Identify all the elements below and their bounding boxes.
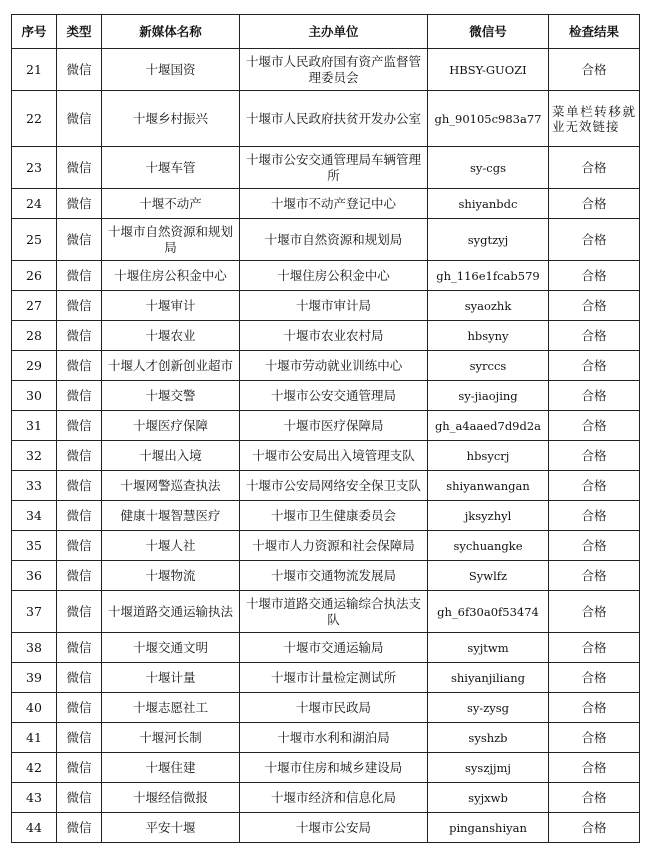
cell-result: 合格 [549, 261, 640, 291]
cell-wechat-id: Sywlfz [428, 561, 549, 591]
cell-no: 37 [12, 591, 57, 633]
cell-wechat-id: gh_6f30a0f53474 [428, 591, 549, 633]
cell-type: 微信 [57, 633, 102, 663]
cell-wechat-id: syjtwm [428, 633, 549, 663]
cell-media-name: 十堰交警 [102, 381, 240, 411]
cell-type: 微信 [57, 219, 102, 261]
header-type: 类型 [57, 15, 102, 49]
cell-type: 微信 [57, 261, 102, 291]
cell-type: 微信 [57, 291, 102, 321]
media-inspection-table [11, 14, 640, 843]
cell-type: 微信 [57, 147, 102, 189]
cell-organizer: 十堰市审计局 [240, 291, 428, 321]
table-body [12, 49, 640, 843]
cell-no: 42 [12, 753, 57, 783]
cell-wechat-id: sy-cgs [428, 147, 549, 189]
cell-type: 微信 [57, 531, 102, 561]
cell-wechat-id: syjxwb [428, 783, 549, 813]
cell-organizer: 十堰市道路交通运输综合执法支队 [240, 591, 428, 633]
cell-organizer: 十堰市住房和城乡建设局 [240, 753, 428, 783]
cell-wechat-id: syshzb [428, 723, 549, 753]
cell-type: 微信 [57, 411, 102, 441]
cell-organizer: 十堰市自然资源和规划局 [240, 219, 428, 261]
cell-media-name: 十堰市自然资源和规划局 [102, 219, 240, 261]
cell-organizer: 十堰市民政局 [240, 693, 428, 723]
cell-media-name: 十堰国资 [102, 49, 240, 91]
cell-wechat-id: sy-zysg [428, 693, 549, 723]
table-row [12, 783, 640, 813]
cell-media-name: 十堰人社 [102, 531, 240, 561]
cell-media-name: 十堰不动产 [102, 189, 240, 219]
cell-organizer: 十堰市公安局出入境管理支队 [240, 441, 428, 471]
table-row [12, 591, 640, 633]
cell-media-name: 十堰河长制 [102, 723, 240, 753]
cell-media-name: 健康十堰智慧医疗 [102, 501, 240, 531]
cell-wechat-id: shiyanjiliang [428, 663, 549, 693]
cell-media-name: 十堰计量 [102, 663, 240, 693]
table-row [12, 441, 640, 471]
cell-no: 26 [12, 261, 57, 291]
cell-wechat-id: shiyanwangan [428, 471, 549, 501]
cell-media-name: 十堰人才创新创业超市 [102, 351, 240, 381]
table-row [12, 291, 640, 321]
cell-type: 微信 [57, 813, 102, 843]
table-row [12, 723, 640, 753]
cell-type: 微信 [57, 471, 102, 501]
cell-media-name: 十堰网警巡查执法 [102, 471, 240, 501]
cell-media-name: 十堰志愿社工 [102, 693, 240, 723]
cell-wechat-id: sychuangke [428, 531, 549, 561]
cell-media-name: 十堰交通文明 [102, 633, 240, 663]
cell-no: 39 [12, 663, 57, 693]
cell-organizer: 十堰市不动产登记中心 [240, 189, 428, 219]
cell-result: 合格 [549, 219, 640, 261]
table-row [12, 381, 640, 411]
cell-media-name: 十堰物流 [102, 561, 240, 591]
cell-result: 合格 [549, 501, 640, 531]
table-row [12, 351, 640, 381]
cell-result: 合格 [549, 531, 640, 561]
cell-organizer: 十堰市人民政府扶贫开发办公室 [240, 91, 428, 147]
cell-media-name: 十堰审计 [102, 291, 240, 321]
cell-no: 38 [12, 633, 57, 663]
cell-type: 微信 [57, 381, 102, 411]
header-wechat-id: 微信号 [428, 15, 549, 49]
table-row [12, 561, 640, 591]
table-row [12, 321, 640, 351]
cell-organizer: 十堰市经济和信息化局 [240, 783, 428, 813]
cell-type: 微信 [57, 91, 102, 147]
cell-organizer: 十堰市人力资源和社会保障局 [240, 531, 428, 561]
header-media-name: 新媒体名称 [102, 15, 240, 49]
cell-result: 菜单栏转移就业无效链接 [549, 91, 640, 147]
cell-media-name: 十堰出入境 [102, 441, 240, 471]
cell-media-name: 十堰道路交通运输执法 [102, 591, 240, 633]
cell-wechat-id: pinganshiyan [428, 813, 549, 843]
cell-organizer: 十堰市医疗保障局 [240, 411, 428, 441]
table-row [12, 813, 640, 843]
cell-organizer: 十堰市水利和湖泊局 [240, 723, 428, 753]
cell-media-name: 十堰经信微报 [102, 783, 240, 813]
table-row [12, 471, 640, 501]
cell-result: 合格 [549, 49, 640, 91]
table-row [12, 531, 640, 561]
cell-result: 合格 [549, 693, 640, 723]
cell-no: 41 [12, 723, 57, 753]
cell-result: 合格 [549, 633, 640, 663]
cell-organizer: 十堰市人民政府国有资产监督管理委员会 [240, 49, 428, 91]
cell-no: 22 [12, 91, 57, 147]
table-row [12, 411, 640, 441]
table-row [12, 91, 640, 147]
cell-wechat-id: sy-jiaojing [428, 381, 549, 411]
cell-wechat-id: syszjjmj [428, 753, 549, 783]
cell-type: 微信 [57, 663, 102, 693]
table-row [12, 501, 640, 531]
cell-result: 合格 [549, 813, 640, 843]
cell-no: 28 [12, 321, 57, 351]
table-row [12, 633, 640, 663]
cell-organizer: 十堰市农业农村局 [240, 321, 428, 351]
table-row [12, 663, 640, 693]
cell-result: 合格 [549, 561, 640, 591]
table-row [12, 147, 640, 189]
table-row [12, 261, 640, 291]
cell-type: 微信 [57, 693, 102, 723]
cell-no: 30 [12, 381, 57, 411]
cell-wechat-id: syaozhk [428, 291, 549, 321]
cell-organizer: 十堰市公安局网络安全保卫支队 [240, 471, 428, 501]
cell-no: 27 [12, 291, 57, 321]
cell-no: 35 [12, 531, 57, 561]
table-header-row [12, 15, 640, 49]
cell-no: 36 [12, 561, 57, 591]
cell-result: 合格 [549, 783, 640, 813]
cell-type: 微信 [57, 783, 102, 813]
cell-no: 43 [12, 783, 57, 813]
cell-wechat-id: hbsycrj [428, 441, 549, 471]
cell-type: 微信 [57, 753, 102, 783]
cell-wechat-id: gh_a4aaed7d9d2a [428, 411, 549, 441]
cell-wechat-id: gh_116e1fcab579 [428, 261, 549, 291]
cell-type: 微信 [57, 723, 102, 753]
cell-type: 微信 [57, 321, 102, 351]
cell-organizer: 十堰市公安交通管理局车辆管理所 [240, 147, 428, 189]
cell-media-name: 十堰住建 [102, 753, 240, 783]
cell-no: 40 [12, 693, 57, 723]
cell-result: 合格 [549, 291, 640, 321]
cell-type: 微信 [57, 49, 102, 91]
table-row [12, 49, 640, 91]
cell-type: 微信 [57, 441, 102, 471]
cell-media-name: 十堰农业 [102, 321, 240, 351]
cell-organizer: 十堰市劳动就业训练中心 [240, 351, 428, 381]
cell-result: 合格 [549, 723, 640, 753]
table-row [12, 753, 640, 783]
cell-wechat-id: HBSY-GUOZI [428, 49, 549, 91]
cell-type: 微信 [57, 351, 102, 381]
cell-no: 33 [12, 471, 57, 501]
header-organizer: 主办单位 [240, 15, 428, 49]
cell-organizer: 十堰住房公积金中心 [240, 261, 428, 291]
document-page [11, 14, 640, 843]
cell-media-name: 十堰住房公积金中心 [102, 261, 240, 291]
cell-media-name: 十堰车管 [102, 147, 240, 189]
cell-result: 合格 [549, 189, 640, 219]
cell-organizer: 十堰市交通物流发展局 [240, 561, 428, 591]
cell-result: 合格 [549, 471, 640, 501]
cell-no: 31 [12, 411, 57, 441]
cell-type: 微信 [57, 189, 102, 219]
cell-result: 合格 [549, 753, 640, 783]
cell-no: 24 [12, 189, 57, 219]
cell-media-name: 平安十堰 [102, 813, 240, 843]
cell-type: 微信 [57, 591, 102, 633]
cell-organizer: 十堰市公安交通管理局 [240, 381, 428, 411]
header-result: 检查结果 [549, 15, 640, 49]
cell-result: 合格 [549, 321, 640, 351]
cell-organizer: 十堰市计量检定测试所 [240, 663, 428, 693]
cell-wechat-id: gh_90105c983a77 [428, 91, 549, 147]
cell-wechat-id: hbsyny [428, 321, 549, 351]
cell-wechat-id: shiyanbdc [428, 189, 549, 219]
cell-no: 29 [12, 351, 57, 381]
cell-result: 合格 [549, 591, 640, 633]
cell-no: 44 [12, 813, 57, 843]
cell-result: 合格 [549, 411, 640, 441]
cell-no: 21 [12, 49, 57, 91]
cell-no: 23 [12, 147, 57, 189]
table-row [12, 219, 640, 261]
cell-organizer: 十堰市公安局 [240, 813, 428, 843]
cell-wechat-id: sygtzyj [428, 219, 549, 261]
cell-organizer: 十堰市交通运输局 [240, 633, 428, 663]
cell-media-name: 十堰医疗保障 [102, 411, 240, 441]
cell-result: 合格 [549, 351, 640, 381]
cell-no: 32 [12, 441, 57, 471]
cell-wechat-id: jksyzhyl [428, 501, 549, 531]
cell-type: 微信 [57, 501, 102, 531]
cell-result: 合格 [549, 441, 640, 471]
table-row [12, 693, 640, 723]
cell-media-name: 十堰乡村振兴 [102, 91, 240, 147]
cell-result: 合格 [549, 663, 640, 693]
cell-type: 微信 [57, 561, 102, 591]
cell-no: 25 [12, 219, 57, 261]
cell-organizer: 十堰市卫生健康委员会 [240, 501, 428, 531]
table-row [12, 189, 640, 219]
cell-result: 合格 [549, 147, 640, 189]
header-no: 序号 [12, 15, 57, 49]
cell-no: 34 [12, 501, 57, 531]
cell-result: 合格 [549, 381, 640, 411]
cell-wechat-id: syrccs [428, 351, 549, 381]
